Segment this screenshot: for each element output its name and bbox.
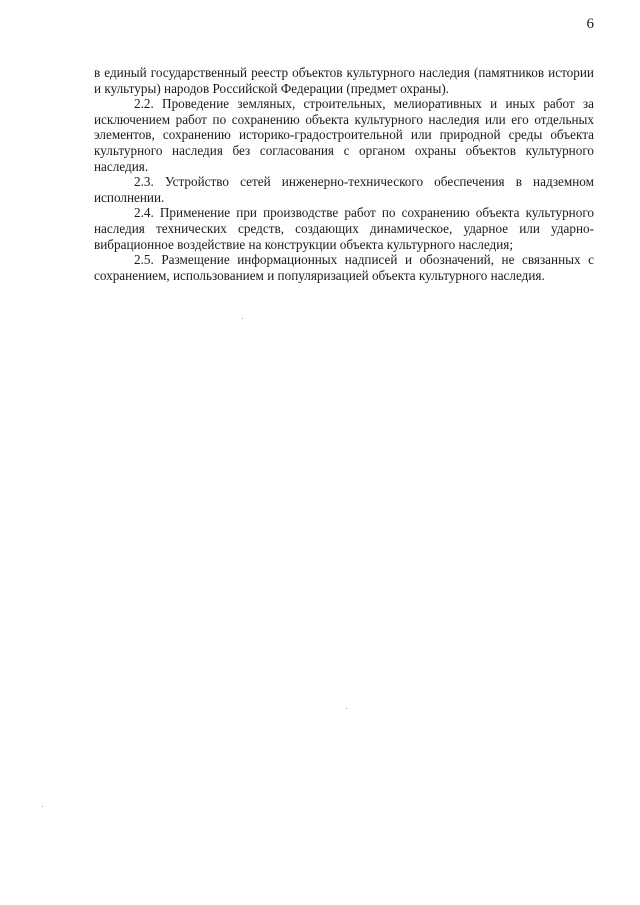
scan-speck (242, 318, 243, 319)
paragraph-2-4: 2.4. Применение при производстве работ по сохранению объекта культурного наследия технических средств, создающих динамическое, ударное или ударно-вибрационное воздействие на конструкции объекта культурного наследия; (94, 205, 594, 252)
paragraph-2-2: 2.2. Проведение земляных, строительных, мелиоративных и иных работ за исключением работ по сохранению объекта культурного наследия или его отдельных элементов, сохранению историко-градостроительной или природной среды объекта культурного наследия без согласования с органом охраны объектов культурного наследия. (94, 96, 594, 174)
page-number: 6 (586, 16, 594, 32)
paragraph-continuation: в единый государственный реестр объектов культурного наследия (памятников истории и культуры) народов Российской Федерации (предмет охраны). (94, 65, 594, 96)
paragraph-2-3: 2.3. Устройство сетей инженерно-технического обеспечения в надземном исполнении. (94, 174, 594, 205)
scan-speck (42, 806, 43, 807)
paragraph-2-5: 2.5. Размещение информационных надписей и обозначений, не связанных с сохранением, использованием и популяризацией объекта культурного наследия. (94, 252, 594, 283)
document-body (94, 65, 594, 283)
scan-speck (346, 708, 347, 709)
